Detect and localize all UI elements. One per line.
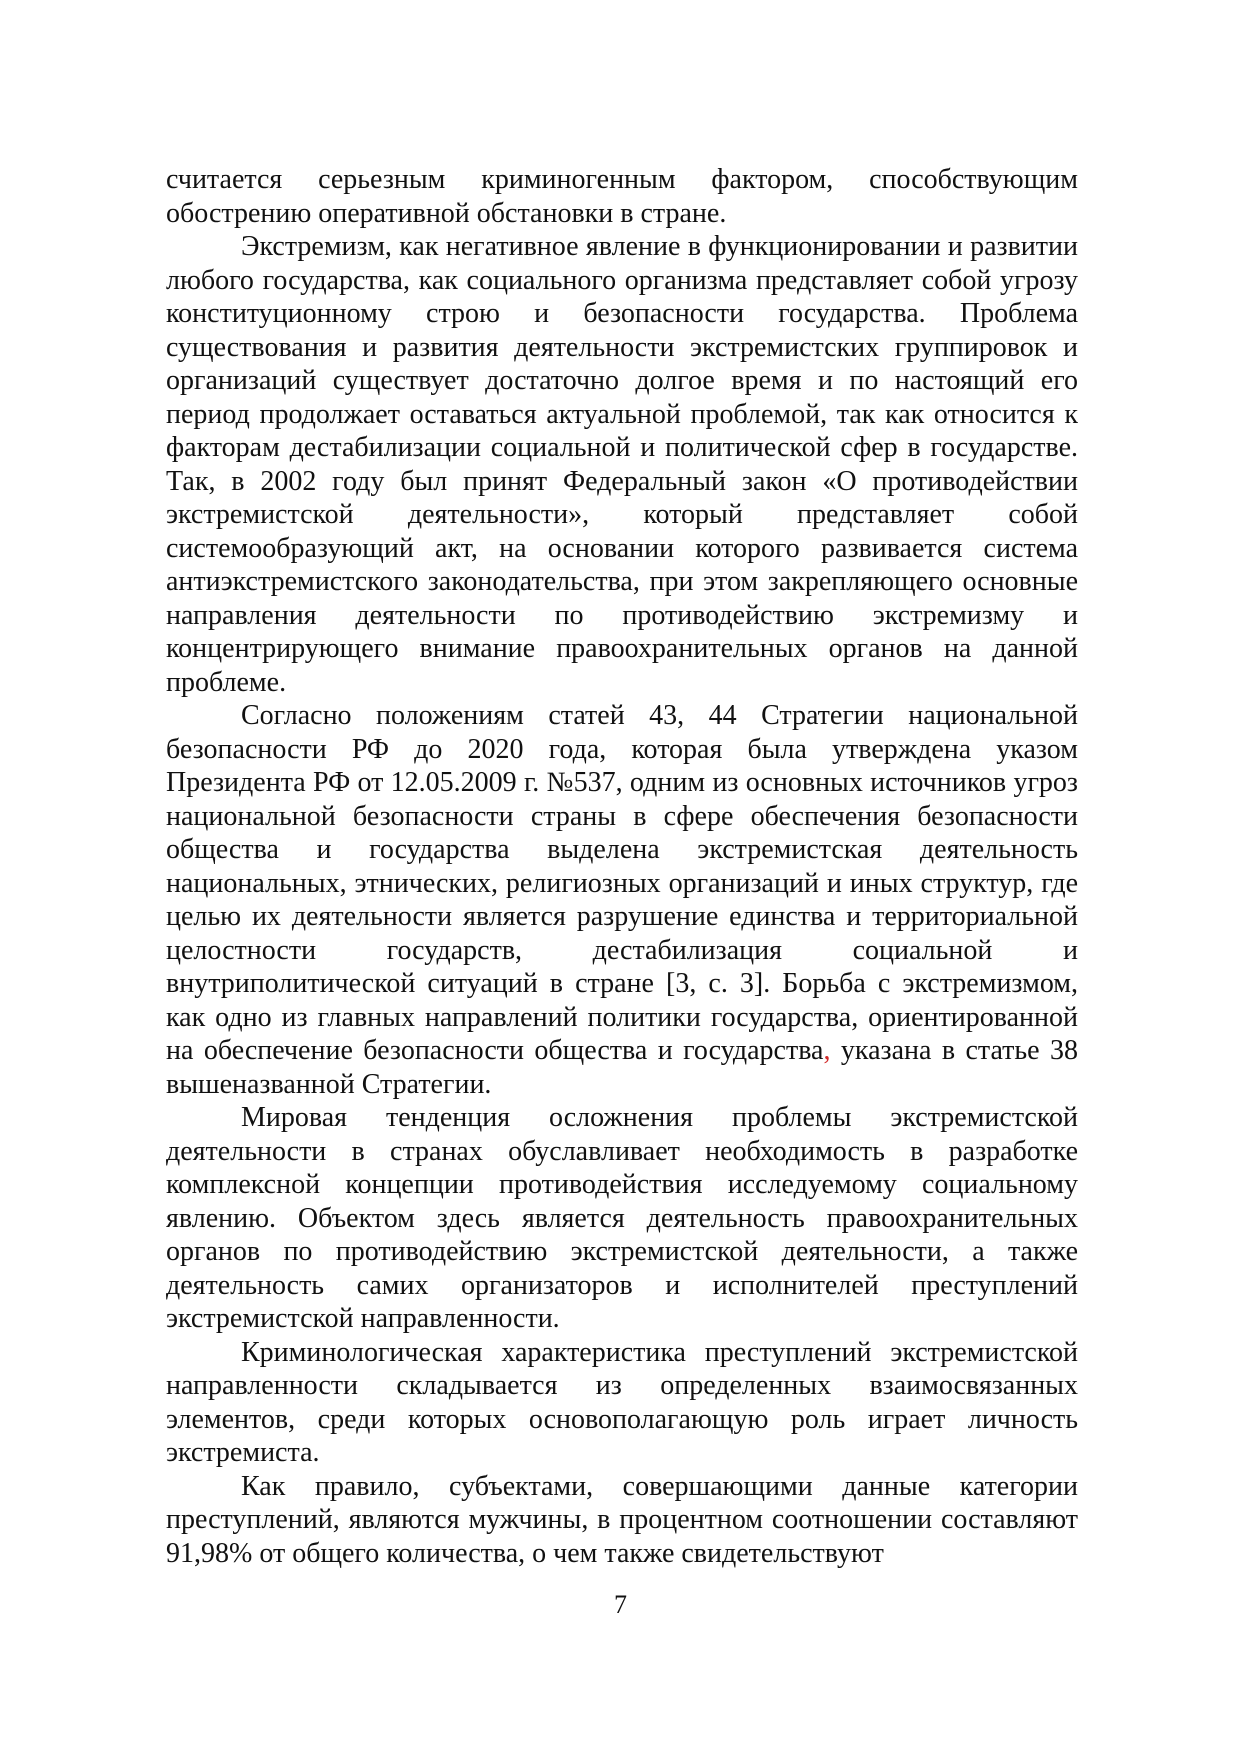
- spellcheck-comma-mark: ,: [823, 1035, 831, 1066]
- paragraph-strategy-text: Согласно положениям статей 43, 44 Стратегии национальной безопасности РФ до 2020 года, которая была утверждена указом Президента РФ от 12.05.2009 г. №537, одним из основных источников угроз национальной безопасности страны в сфере обеспечения безопасности общества и государства выделена экстремистская деятельность национальных, этнических, религиозных организаций и иных структур, где целью их деятельности является разрушение единства и территориальной целостности государств, дестабилизация социальной и внутриполитической ситуаций в стране [3, с. 3]. Борьба с экстремизмом, как одно из главных направлений политики государства, ориентированной на обеспечение безопасности общества и государства: [166, 700, 1078, 1066]
- paragraph-subjects: Как правило, субъектами, совершающими данные категории преступлений, являются мужчины, в процентном соотношении составляют 91,98% от общего количества, о чем также свидетельствуют: [166, 1470, 1078, 1569]
- document-body: [166, 163, 1078, 1570]
- paragraph-strategy-ending: указана в статье 38 вышеназванной Стратегии.: [166, 1035, 1079, 1100]
- paragraph-world-trend: Мировая тенденция осложнения проблемы экстремистской деятельности в странах обуславливает необходимость в разработке комплексной концепции противодействия исследуемому социальному явлению. Объектом здесь является деятельность правоохранительных органов по противодействию экстремистской деятельности, а также деятельность самих организаторов и исполнителей преступлений экстремистской направленности.: [166, 1102, 1078, 1334]
- paragraph-national-security-strategy: [166, 699, 1078, 1101]
- paragraph-extremism-definition: Экстремизм, как негативное явление в функционировании и развитии любого государства, как социального организма представляет собой угрозу конституционному строю и безопасности государства. Проблема существования и развития деятельности экстремистских группировок и организаций существует достаточно долгое время и по настоящий его период продолжает оставаться актуальной проблемой, так как относится к факторам дестабилизации социальной и политической сфер в государстве. Так, в 2002 году был принят Федеральный закон «О противодействии экстремистской деятельности», который представляет собой системообразующий акт, на основании которого развивается система антиэкстремистского законодательства, при этом закрепляющего основные направления деятельности по противодействию экстремизму и концентрирующего внимание правоохранительных органов на данной проблеме.: [166, 231, 1078, 698]
- paragraph-criminological-characteristic: Криминологическая характеристика преступлений экстремистской направленности складывается из определенных взаимосвязанных элементов, среди которых основополагающую роль играет личность экстремиста.: [166, 1336, 1078, 1468]
- page-number: 7: [614, 1590, 627, 1619]
- paragraph-continuation: считается серьезным криминогенным фактором, способствующим обострению оперативной обстановки в стране.: [166, 164, 1078, 229]
